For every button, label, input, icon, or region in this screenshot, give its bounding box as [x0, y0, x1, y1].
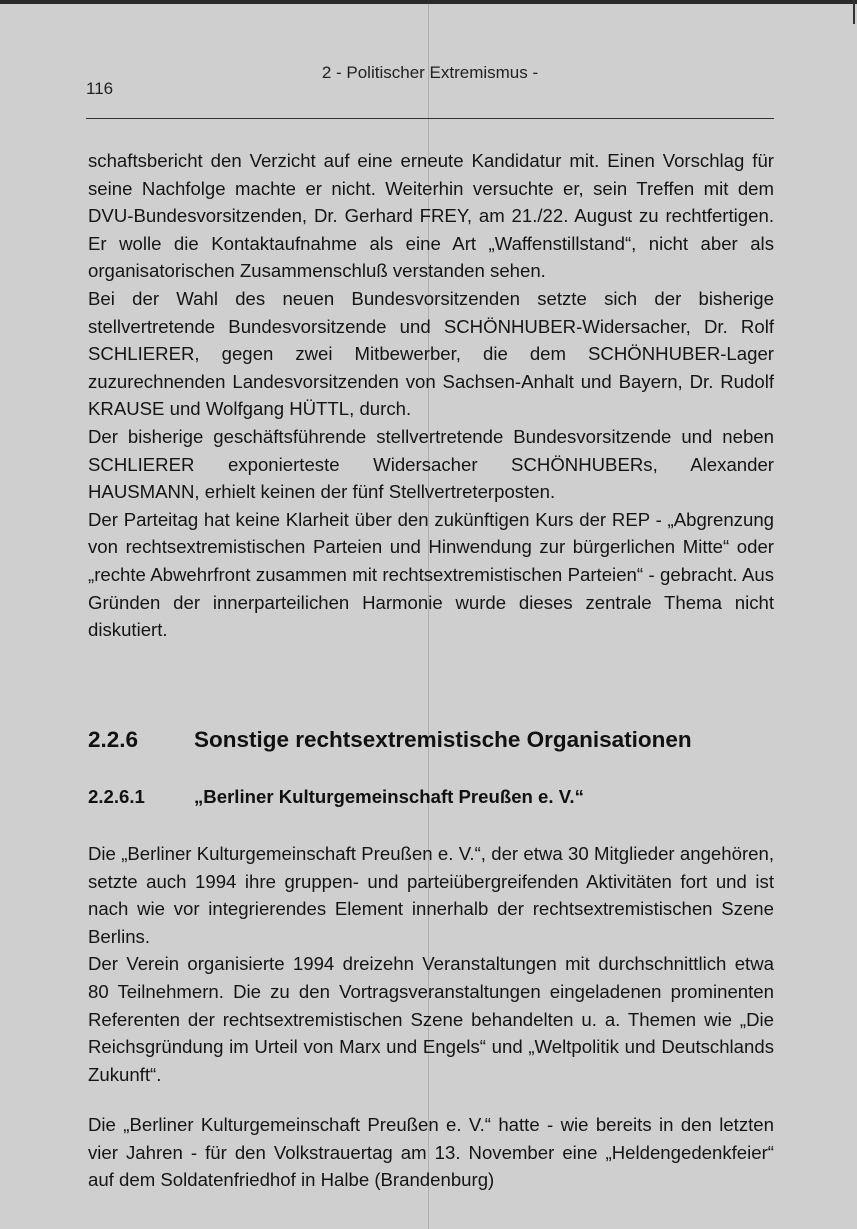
body-text-block-2 — [88, 840, 774, 1088]
paragraph: Der Parteitag hat keine Klarheit über den zukünftigen Kurs der REP - „Abgrenzung von rechtsextremistischen Parteien und Hinwendung zur bürgerlichen Mitte“ oder „rechte Abwehrfront zusammen mit rechtsextremistischen Parteien“ - gebracht. Aus Gründen der innerparteilichen Harmonie wurde dieses zentrale Thema nicht diskutiert. — [88, 508, 774, 641]
body-text-block-3 — [88, 1111, 774, 1194]
section-number: 2.2.6 — [88, 727, 139, 752]
scan-right-edge — [853, 0, 855, 24]
subsection-number: 2.2.6.1 — [88, 786, 145, 807]
header-rule — [86, 118, 774, 119]
paragraph: schaftsbericht den Verzicht auf eine erneute Kandidatur mit. Einen Vorschlag für seine Nachfolge machte er nicht. Weiterhin versuchte er, sein Treffen mit dem DVU-Bundesvorsitzenden, Dr. Gerhard FREY, am 21./22. August zu rechtfertigen. Er wolle die Kontaktaufnahme als eine Art „Waffenstillstand“, nicht aber als organisatorischen Zusammenschluß verstanden sehen. — [88, 150, 774, 282]
paragraph: Die „Berliner Kulturgemeinschaft Preußen e. V.“ hatte - wie bereits in den letzten vier Jahren - für den Volkstrauertag am 13. November eine „Heldengedenkfeier“ auf dem Soldatenfriedhof in Halbe (Brandenburg) — [88, 1114, 774, 1191]
paragraph: Der bisherige geschäftsführende stellvertretende Bundesvorsitzende und neben SCHLIERER exponierteste Widersacher SCHÖNHUBERs, Alexander HAUSMANN, erhielt keinen der fünf Stellvertreterposten. — [88, 425, 774, 503]
body-text-block-1 — [88, 147, 774, 644]
section-heading — [88, 727, 692, 753]
section-title: Sonstige rechtsextremistische Organisationen — [194, 727, 692, 752]
page-number: 116 — [86, 79, 114, 98]
subsection-heading — [88, 786, 584, 808]
paragraph: Der Verein organisierte 1994 dreizehn Veranstaltungen mit durchschnittlich etwa 80 Teilnehmern. Die zu den Vortragsveranstaltungen eingeladenen prominenten Referenten der rechtsextremistischen Szene behandelten u. a. Themen wie „Die Reichsgründung im Urteil von Marx und Engels“ und „Weltpolitik und Deutschlands Zukunft“. — [88, 953, 774, 1085]
paragraph: Bei der Wahl des neuen Bundesvorsitzenden setzte sich der bisherige stellvertretende Bundesvorsitzende und SCHÖNHUBER-Widersacher, Dr. Rolf SCHLIERER, gegen zwei Mitbewerber, die dem SCHÖNHUBER-Lager zuzurechnenden Landesvorsitzenden von Sachsen-Anhalt und Bayern, Dr. Rudolf KRAUSE und Wolfgang HÜTTL, durch. — [88, 287, 774, 420]
subsection-title: „Berliner Kulturgemeinschaft Preußen e. V.“ — [194, 786, 584, 807]
running-header: 2 - Politischer Extremismus - — [321, 63, 539, 82]
paragraph: Die „Berliner Kulturgemeinschaft Preußen e. V.“, der etwa 30 Mitglieder angehören, setzte auch 1994 ihre gruppen- und parteiübergreifenden Aktivitäten fort und ist nach wie vor integrierendes Element innerhalb der rechtsextremistischen Szene Berlins. — [88, 843, 774, 947]
